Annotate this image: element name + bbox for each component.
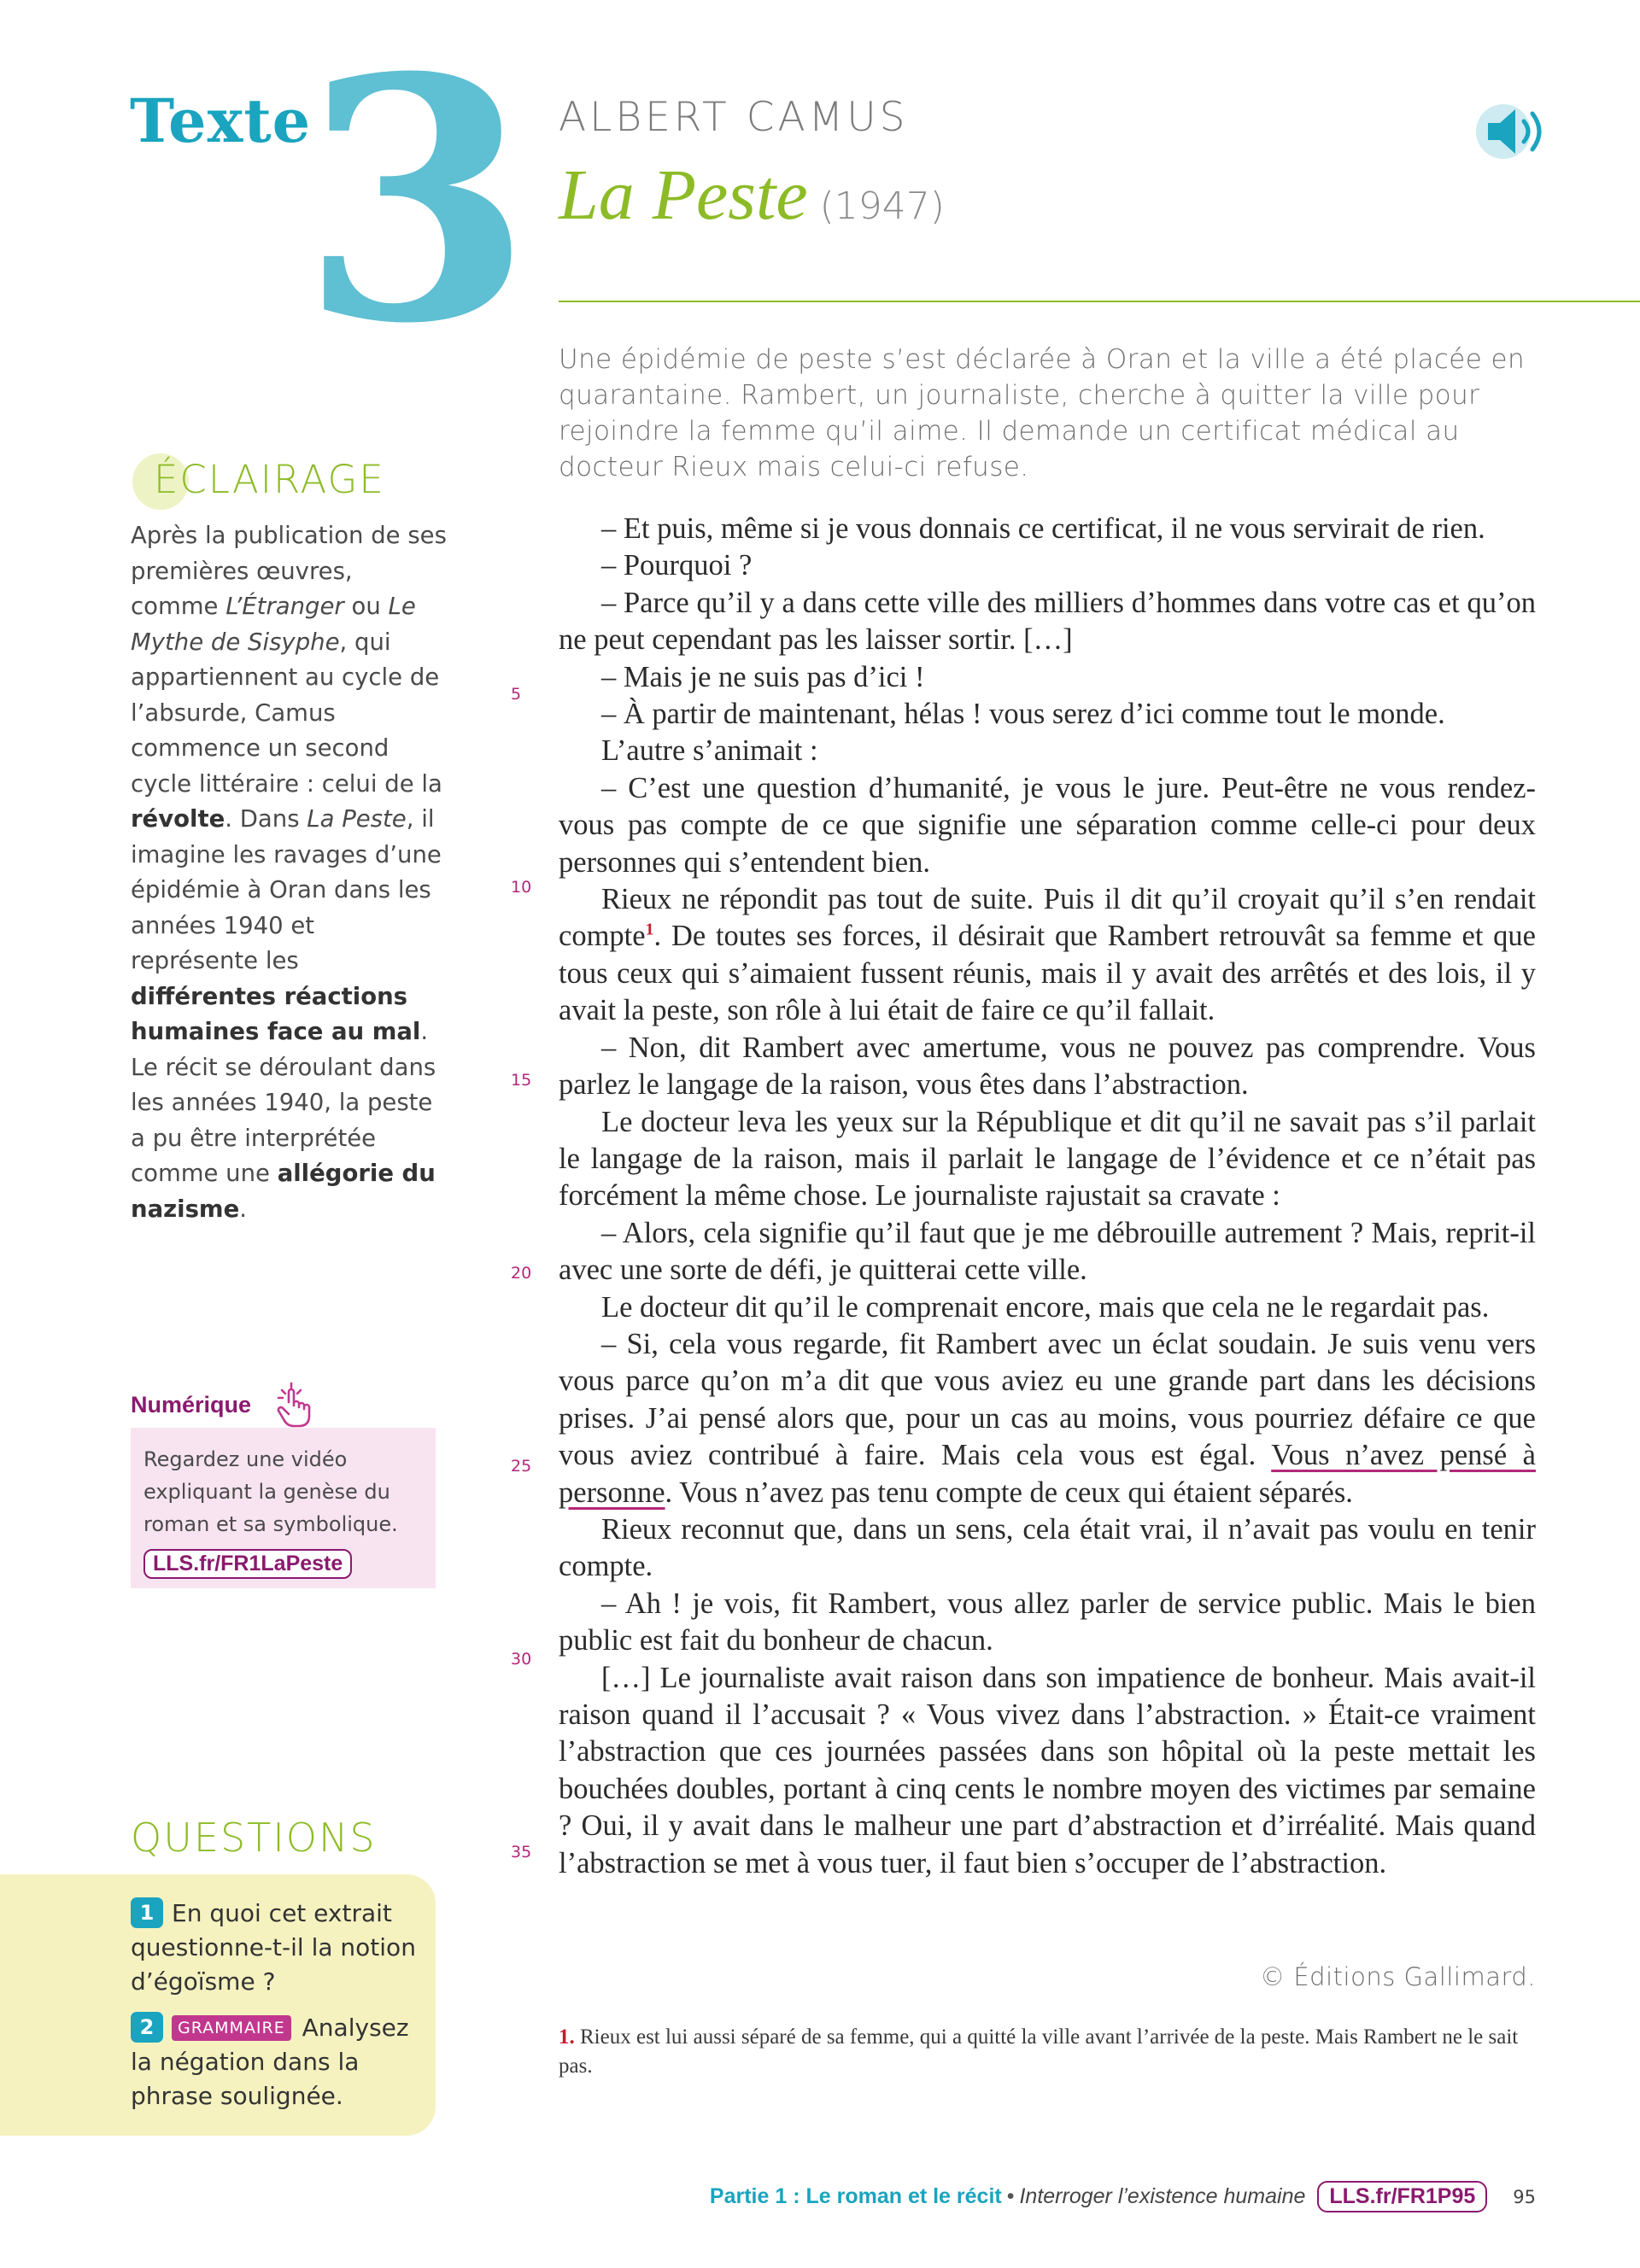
passage-paragraph: Le docteur dit qu’il le comprenait encore, mais que cela ne le regardait pas.: [601, 1290, 1490, 1324]
audio-button[interactable]: [1476, 101, 1561, 162]
page-footer: [710, 2181, 1536, 2212]
texte-label: Texte: [130, 85, 312, 156]
passage-text: . De toutes ses forces, il désirait que Rambert retrouvât sa femme et que tous ceux qui s’aimaient fussent réunis, mais il y avait des arrêtés et des lois, il y avait la peste, son rôle à lui était de faire ce qu’il fallait.: [559, 920, 1536, 1027]
intro-summary: Une épidémie de peste s’est déclarée à Oran et la ville a été placée en quarantaine. Rambert, un journaliste, cherche à quitter la ville pour rejoindre la femme qu’il aime. Il demande un certificat médical au docteur Rieux mais celui-ci refuse.: [559, 344, 1526, 482]
line-number: 15: [511, 1071, 532, 1090]
book-title-line: [559, 154, 945, 237]
numerique-label: Numérique: [131, 1392, 252, 1418]
book-title: La Peste: [559, 155, 808, 235]
page-number: 95: [1513, 2186, 1536, 2207]
footnote: [559, 2023, 1536, 2081]
passage-paragraph: Rieux reconnut que, dans un sens, cela était vrai, il n’avait pas voulu en tenir compte.: [559, 1512, 1536, 1583]
touch-hand-icon: [270, 1382, 318, 1429]
main-passage: [559, 511, 1536, 1882]
eclairage-text: Après la publication de ses premières œuvres, comme L’Étranger ou Le Mythe de Sisyphe, qui appartiennent au cycle de l’absurde, Camus commence un second cycle littéraire : celui de la révolte. Dans La Peste, il imagine les ravages d’une épidémie à Oran dans les années 1940 et représente les différentes réactions humaines face au mal. Le récit se déroulant dans les années 1940, la peste a pu être interprétée comme une allégorie du nazisme.: [131, 522, 447, 1223]
passage-paragraph: – Et puis, même si je vous donnais ce certificat, il ne vous servirait de rien.: [601, 512, 1485, 545]
passage-paragraph: […] Le journaliste avait raison dans son impatience de bonheur. Mais avait-il raison quand il l’accusait ? « Vous vivez dans l’abstraction. » Était-ce vraiment l’abstraction que ces journées passées dans son hôpital où la peste mettait les bouchées doubles, portant à cinq cents le nombre moyen des victimes par semaine ? Oui, il y avait dans le malheur une part d’abstraction et d’irréalité. Mais quand l’abstraction se met à vous tuer, il faut bien s’occuper de l’abstraction.: [559, 1661, 1536, 1879]
book-year: (1947): [819, 184, 945, 228]
line-number: 25: [511, 1457, 532, 1476]
line-number: 35: [511, 1843, 532, 1862]
question-2: [131, 2011, 425, 2113]
passage-paragraph: – Pourquoi ?: [601, 549, 753, 582]
line-number: 5: [511, 685, 522, 704]
footnote-ref: 1: [645, 920, 654, 939]
footer-part: Partie 1 : Le roman et le récit: [709, 2184, 1002, 2208]
footnote-number: 1.: [559, 2025, 575, 2049]
passage-text: . Vous n’avez pas tenu compte de ceux qui étaient séparés.: [665, 1476, 1353, 1509]
passage-paragraph: – À partir de maintenant, hélas ! vous serez d’ici comme tout le monde.: [601, 698, 1445, 731]
passage-paragraph: [559, 1326, 1536, 1511]
passage-paragraph: – Parce qu’il y a dans cette ville des milliers d’hommes dans votre cas et qu’on ne peut cependant pas les laisser sortir. […]: [559, 586, 1536, 657]
copyright: © Éditions Gallimard.: [1260, 1962, 1536, 1991]
passage-paragraph: Le docteur leva les yeux sur la République et dit qu’il ne savait pas s’il parlait le langage de la raison, mais il parlait le langage de l’évidence et ce n’était pas forcément la même chose. Le journaliste rajustait sa cravate :: [559, 1105, 1536, 1213]
header-divider: [559, 301, 1640, 302]
line-number: 10: [511, 878, 532, 897]
question-text: Analysez la négation dans la phrase soulignée.: [131, 2014, 409, 2110]
footnote-text: Rieux est lui aussi séparé de sa femme, qui a quitté la ville avant l’arrivée de la peste. Mais Rambert ne le sait pas.: [559, 2025, 1519, 2078]
passage-paragraph: [559, 881, 1536, 1030]
passage-paragraph: – Ah ! je vois, fit Rambert, vous allez parler de service public. Mais le bien public est fait du bonheur de chacun.: [559, 1587, 1536, 1657]
passage-paragraph: – Alors, cela signifie qu’il faut que je me débrouille autrement ? Mais, reprit-il avec une sorte de défi, je quitterai cette ville.: [559, 1216, 1536, 1287]
line-number: 30: [511, 1650, 532, 1669]
passage-paragraph: – Non, dit Rambert avec amertume, vous ne pouvez pas comprendre. Vous parlez le langage de la raison, vous êtes dans l’abstraction.: [559, 1031, 1536, 1102]
footer-link[interactable]: LLS.fr/FR1P95: [1317, 2181, 1487, 2212]
speaker-icon: [1476, 101, 1561, 162]
numerique-text: Regardez une vidéo expliquant la genèse du roman et sa symbolique.: [144, 1447, 398, 1536]
passage-paragraph: L’autre s’animait :: [601, 734, 818, 768]
questions-title: QUESTIONS: [131, 1815, 377, 1861]
question-number-badge: 1: [131, 1897, 163, 1928]
eclairage-title: ÉCLAIRAGE: [154, 457, 385, 502]
passage-paragraph: – C’est une question d’humanité, je vous le jure. Peut-être ne vous rendez-vous pas compte de ce que signifie une séparation comme celle-ci pour deux personnes qui s’entendent bien.: [559, 771, 1536, 879]
passage-paragraph: – Mais je ne suis pas d’ici !: [601, 660, 925, 693]
text-number: 3: [301, 5, 533, 396]
line-number: 20: [511, 1264, 532, 1283]
question-1: [131, 1897, 425, 1999]
question-number-badge: 2: [131, 2012, 163, 2043]
underlined-sentence: Vous n’avez pensé à personne: [559, 1439, 1536, 1509]
author-name: ALBERT CAMUS: [559, 94, 909, 141]
question-text: En quoi cet extrait questionne-t-il la notion d’égoïsme ?: [131, 1899, 416, 1996]
numerique-link[interactable]: LLS.fr/FR1LaPeste: [144, 1549, 352, 1579]
passage-text: – Si, cela vous regarde, fit Rambert avec un éclat soudain. Je suis venu vers vous parce qu’on m’a dit que vous aviez eu une grande part dans les décisions prises. J’ai pensé alors que, pour un cas au moins, vous pourriez défaire ce que vous aviez contribué à faire. Mais cela vous est égal.: [559, 1327, 1536, 1472]
footer-theme: Interroger l’existence humaine: [1019, 2184, 1306, 2208]
footer-separator: •: [1006, 2184, 1015, 2208]
passage-text: Rieux ne répondit pas tout de suite. Puis il dit qu’il croyait qu’il s’en rendait compte: [559, 883, 1536, 953]
grammaire-tag: GRAMMAIRE: [172, 2015, 291, 2041]
